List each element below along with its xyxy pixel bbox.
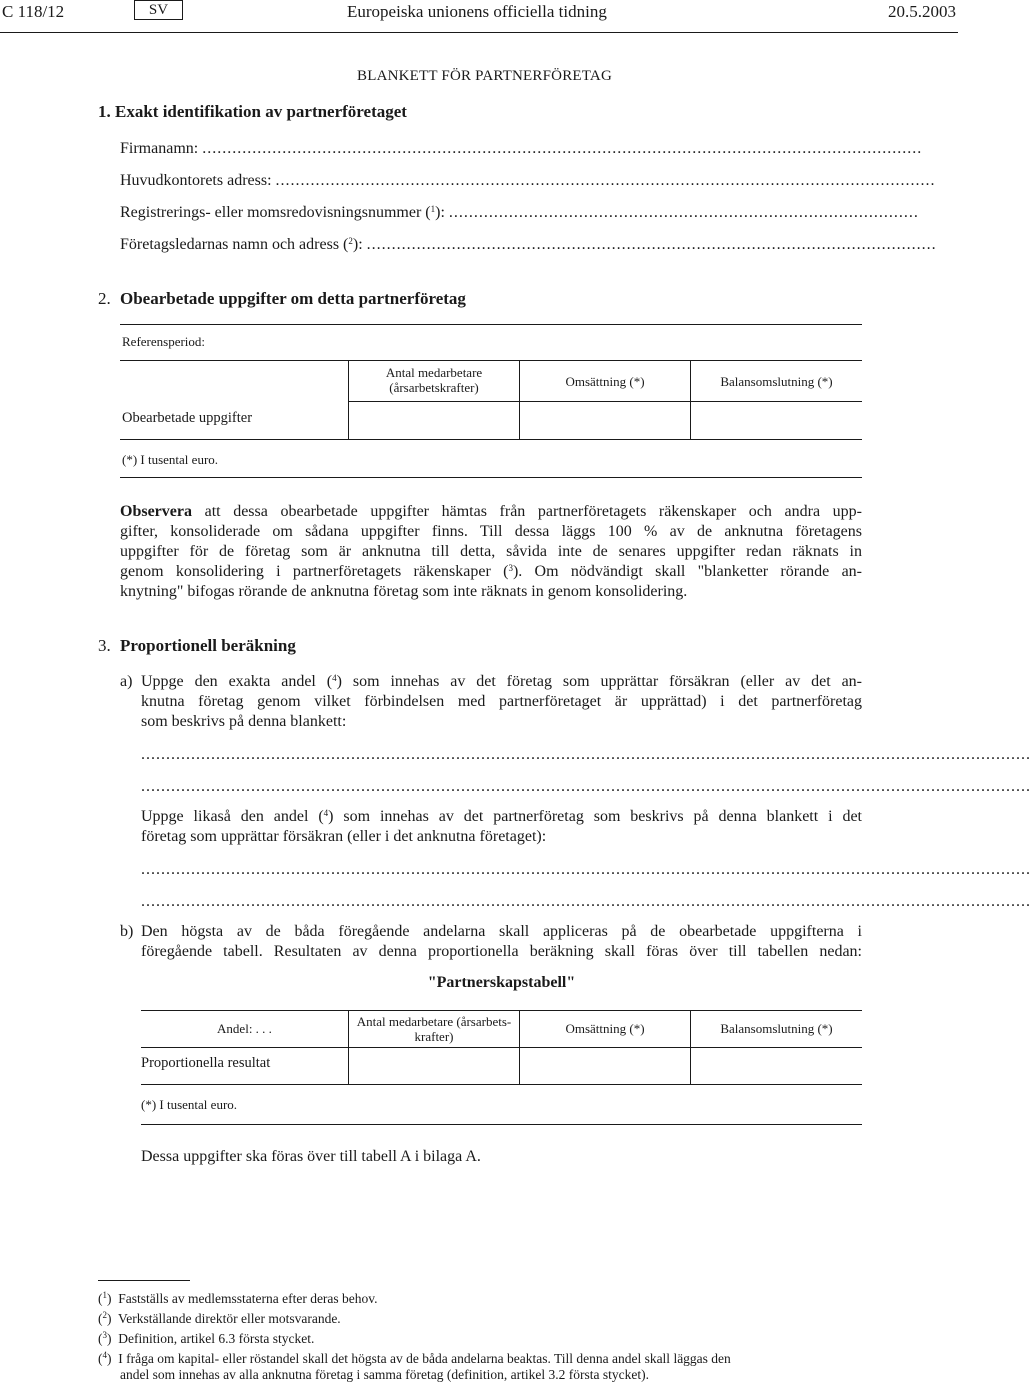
table2-header-rule (141, 1047, 862, 1048)
item-a2-line: företag som upprättar försäkran (eller i det anknutna företaget): (141, 828, 547, 845)
input-andel-b-line2[interactable]: .................................................................................................................................................................................. (141, 893, 1031, 910)
footnote-ref: 3 (508, 563, 513, 573)
field-firmanamn (120, 140, 923, 158)
table2-top-rule (141, 1010, 862, 1011)
section2-bottom-rule (120, 477, 862, 478)
table2-col-balance: Balansomslutning (*) (720, 1021, 833, 1036)
item-a-line: Uppge den exakta andel ($^4$) som innehas av det företag som upprättar försäkran (eller av det an- (141, 673, 863, 690)
section3-bottom-rule (141, 1124, 862, 1125)
input-registreringsnummer[interactable]: .............................................................................................. (448, 204, 919, 221)
section1-heading: 1. Exakt identifikation av partnerföretaget (98, 102, 407, 121)
table1-cell-balance[interactable] (692, 403, 860, 437)
observe-line: genom konsolidering i partnerföretagets räkenskaper ($^3$). Om nödvändigt skall "blanketter rörande an- (120, 563, 863, 580)
table1-divider (519, 360, 520, 439)
observe-paragraph (120, 502, 862, 602)
field-label: Firmanamn: (120, 140, 199, 157)
item-a-line: knutna företag genom vilket förbindelsen med partnerföretaget är upprättad) i det partnerföretag (141, 693, 862, 710)
footnote-ref: 4 (323, 808, 329, 818)
field-adress (120, 172, 936, 190)
item-a2-line: Uppge likaså den andel ($^4$) som innehas av det partnerföretag som beskrivs på denna blankett i det (141, 808, 862, 825)
footnote-1: ($^1$) Fastställs av medlemsstaterna efter deras behov. (98, 1290, 378, 1306)
observe-bold: Observera (120, 503, 192, 520)
table2-row-label: Proportionella resultat (141, 1055, 271, 1071)
input-firmanamn[interactable]: ................................................................................................................................................ (202, 140, 923, 157)
footnote-ref: 4 (332, 673, 337, 683)
input-andel-a-line1[interactable]: .................................................................................................................................................................................. (141, 746, 1031, 763)
section2-number: 2. (98, 289, 111, 308)
field-label: Företagsledarnas namn och adress ( (120, 236, 349, 253)
table2-cell-turnover[interactable] (521, 1049, 688, 1082)
reference-period-label: Referensperiod: (122, 334, 206, 349)
table1-bottom-rule (120, 439, 862, 440)
table2-col-employees: Antal medarbetare (årsarbets- krafter) (356, 1014, 512, 1044)
footnote-ref: 2 (348, 236, 353, 246)
section3-number: 3. (98, 636, 111, 655)
footnote-4: ($^4$) I fråga om kapital- eller röstandel skall det högsta av de båda andelarna beaktas. Till denna andel skall läggas den (98, 1350, 731, 1366)
table2-andel-label: Andel: . . . (217, 1021, 272, 1036)
form-title: BLANKETT FÖR PARTNERFÖRETAG (357, 68, 612, 84)
item-b-text (141, 922, 862, 962)
input-adress[interactable]: .................................................................................................................................... (275, 172, 936, 189)
table1-header-rule (348, 401, 862, 402)
item-a-line: som beskrivs på denna blankett: (141, 713, 347, 730)
table1-col-employees: Antal medarbetare (årsarbetskrafter) (385, 365, 483, 395)
partnership-table-title: "Partnerskapstabell" (427, 974, 576, 991)
table1-cell-turnover[interactable] (521, 403, 688, 437)
table2-bottom-rule (141, 1084, 862, 1085)
table2-col-turnover: Omsättning (*) (565, 1021, 645, 1036)
table2-cell-balance[interactable] (692, 1049, 860, 1082)
observe-line: knytning" bifogas rörande de anknutna företag som inte räknats in genom konsolidering. (120, 583, 688, 600)
input-andel-b-line1[interactable]: .................................................................................................................................................................................. (141, 861, 1031, 878)
table1-col-balance: Balansomslutning (*) (720, 374, 833, 389)
header-divider (0, 32, 958, 33)
item-b-marker: b) (120, 923, 134, 940)
footnote-2: ($^2$) Verkställande direktör eller motsvarande. (98, 1310, 341, 1326)
field-registreringsnummer (120, 204, 919, 222)
item-b-line: föregående tabell. Resultaten av denna proportionella beräkning skall föras över till tabellen nedan: (141, 943, 862, 960)
observe-line: uppgifter för de företag som är anknutna till detta, såvida inte de senares uppgifter redan räknats in (120, 543, 862, 560)
item-b-line: Den högsta av de båda föregående andelarna skall appliceras på de obearbetade uppgifterna i (141, 923, 862, 940)
table1-cell-employees[interactable] (350, 403, 517, 437)
input-foretagsledare[interactable]: .................................................................................................................. (366, 236, 937, 253)
footnote-ref: 1 (430, 204, 436, 214)
transfer-instruction: Dessa uppgifter ska föras över till tabell A i bilaga A. (141, 1148, 481, 1165)
section2-heading: Obearbetade uppgifter om detta partnerföretag (120, 289, 466, 308)
field-label-end: ): (352, 236, 363, 253)
table2-cell-employees[interactable] (350, 1049, 517, 1082)
item-a-marker: a) (120, 673, 133, 690)
table1-divider (690, 360, 691, 439)
section2-top-rule (120, 324, 862, 325)
footnote-4-continuation: andel som innehas av alla anknutna företag i samma företag (definition, artikel 3.2 första stycket). (120, 1367, 649, 1382)
table1-note: (*) I tusental euro. (122, 452, 219, 467)
table2-note: (*) I tusental euro. (141, 1097, 238, 1112)
field-foretagsledare (120, 236, 937, 254)
observe-line: gifter, konsoliderade om sådana uppgifter finns. Till dessa läggs 100 % av de anknutna företagens (120, 523, 862, 540)
item-a-text (141, 672, 862, 732)
language-badge: SV (134, 0, 183, 20)
input-andel-a-line2[interactable]: .................................................................................................................................................................................. (141, 778, 1031, 795)
field-label: Registrerings- eller momsredovisningsnummer ( (120, 204, 431, 221)
footnote-separator (98, 1280, 190, 1281)
journal-title: Europeiska unionens officiella tidning (347, 2, 607, 21)
footnote-3: ($^3$) Definition, artikel 6.3 första stycket. (98, 1330, 315, 1346)
table1-row-label: Obearbetade uppgifter (122, 410, 253, 426)
field-label-end: ): (435, 204, 445, 221)
page-reference: C 118/12 (2, 2, 65, 21)
item-a2-text (141, 807, 862, 847)
publication-date: 20.5.2003 (888, 2, 956, 21)
section3-heading: Proportionell beräkning (120, 636, 296, 655)
observe-line: Observera att dessa obearbetade uppgifter hämtas från partnerföretagets räkenskaper och andra upp- (120, 503, 862, 520)
table1-top-rule (120, 360, 862, 361)
field-label: Huvudkontorets adress: (120, 172, 272, 189)
table1-col-turnover: Omsättning (*) (565, 374, 645, 389)
